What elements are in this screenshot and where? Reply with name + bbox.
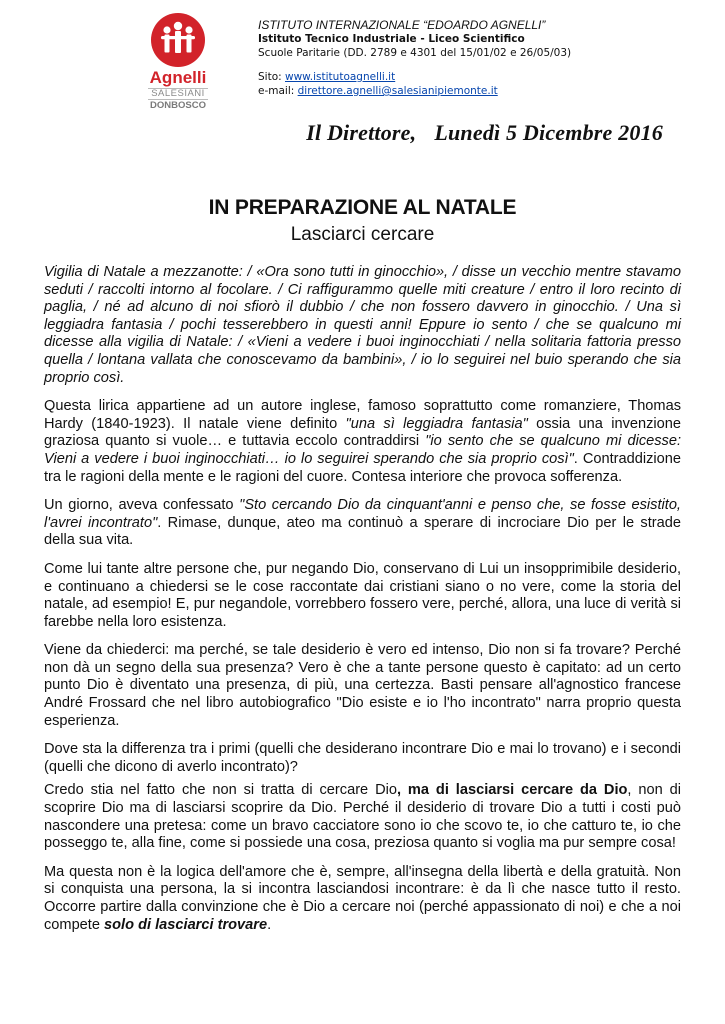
- agnelli-emblem-icon: [150, 12, 206, 68]
- letterhead: [258, 18, 571, 98]
- site-label: Sito:: [258, 71, 285, 83]
- paragraph-2-quote-2: "io sento che se qualcuno mi dicesse: Vieni a vedere i buoi inginocchiati… io lo seguirei sperando che sia proprio così": [44, 433, 681, 467]
- paritarie-note: Scuole Paritarie (DD. 2789 e 4301 del 15/01/02 e 26/05/03): [258, 47, 572, 59]
- paragraph-2-text-2: ossia una invenzione graziosa quanto si vuole… e tuttavia eccolo contraddirsi: [44, 415, 682, 450]
- logo-name: Agnelli: [149, 68, 207, 87]
- paragraph-6: Dove sta la differenza tra i primi (quelli che desiderano incontrare Dio e mai lo trovano) e i secondi (quelli che dicono di averlo incontrato)?: [44, 741, 681, 775]
- logo-subtitle-2: DONBOSCO: [150, 100, 206, 111]
- paragraph-8-emphasis: solo di lasciarci trovare: [104, 916, 268, 933]
- email-label: e-mail:: [258, 85, 298, 97]
- school-logo: [133, 12, 223, 111]
- school-type: Istituto Tecnico Industriale - Liceo Scientifico: [258, 33, 525, 45]
- letter-body: [44, 264, 681, 945]
- paragraph-2: [44, 398, 681, 486]
- paragraph-2-text: Questa lirica appartiene ad un autore inglese, famoso soprattutto come romanziere, Thomas Hardy (1840-1923). Il natale viene definito: [44, 398, 681, 432]
- director-dateline: [306, 120, 663, 146]
- paragraph-7-text-2: , non di scoprire Dio ma di lasciarsi scoprire da Dio. Perché il desiderio di trovare Dio a tutti i costi può nascondere una pretesa: come un bravo cacciatore sono io che scovo te, io che catturo te, io che posseggo te, alla fine, come si possiede una cosa, preziosa quanto si voglia ma pur sempre cosa!: [44, 782, 681, 852]
- page-subtitle: Lasciarci cercare: [290, 224, 435, 245]
- site-line: [258, 70, 571, 84]
- paragraph-7-text: Credo stia nel fatto che non si tratta di cercare Dio: [44, 782, 397, 799]
- paragraph-3-text-2: . Rimase, dunque, ateo ma continuò a sperare di incrociare Dio per le strade della sua vita.: [44, 514, 681, 549]
- email-link[interactable]: direttore.agnelli@salesianipiemonte.it: [297, 85, 498, 97]
- paragraph-8-text: Ma questa non è la logica dell'amore che è, sempre, all'insegna della libertà e della gratuità. Non si conquista una persona, la si incontra lasciandosi incontrare: è da lì che nasce tutto il resto. Occorre partire dalla convinzione che è Dio a cercare noi (perché appassionato di noi) e che a noi compete: [44, 863, 681, 933]
- site-link[interactable]: www.istitutoagnelli.it: [285, 71, 396, 83]
- paragraph-4: Come lui tante altre persone che, pur negando Dio, conservano di Lui un insopprimibile desiderio, e continuano a chiedersi se le cose raccontate dai cristiani siano o no vere, come la storia del natale, ad esempio! E, pur negandole, vorrebbero fossero vere, perché, allora, una luce di verità si farebbe nella loro esistenza.: [44, 560, 681, 630]
- paragraph-3-quote: "Sto cercando Dio da cinquant'anni e penso che, se fosse esistito, l'avrei incontrato": [44, 497, 681, 531]
- paragraph-2-quote-1: "una sì leggiadra fantasia": [345, 415, 528, 432]
- poem-paragraph: Vigilia di Natale a mezzanotte: / «Ora sono tutti in ginocchio», / disse un vecchio mentre stavamo seduti / raccolti intorno al focolare. / Ci raffigurammo quelle miti creature / entro il loro recinto di paglia, / né ad alcuno di noi sfiorò il dubbio / che non fossero davvero in ginocchio. / Una sì leggiadra fantasia / pochi tesserebbero in questi anni! Eppure io sento / che se qualcuno mi dicesse alla vigilia di Natale: / «Vieni a vedere i buoi inginocchiati / nella solitaria fattoria presso quella / lontana vallata che conoscevamo da bambini», / io lo seguirei nel buio sperando che sia proprio così.: [44, 264, 681, 386]
- paragraph-8: [44, 864, 681, 934]
- paragraph-3-text: Un giorno, aveva confessato: [44, 497, 240, 514]
- director-signature: Il Direttore,: [306, 120, 417, 145]
- paragraph-5: Viene da chiederci: ma perché, se tale desiderio è vero ed intenso, Dio non si fa trovare? Perché non dà un segno della sua presenza? Vero è che a tante persone questo è capitato: ad un certo punto Dio è diventato una presenza, di più, una certezza. Basti pensare all'agnostico francese André Frossard che nel libro autobiografico "Dio esiste e io l'ho incontrato" narra proprio questa esperienza.: [44, 642, 681, 729]
- page-title: IN PREPARAZIONE AL NATALE: [208, 196, 517, 219]
- institute-name: ISTITUTO INTERNAZIONALE “EDOARDO AGNELLI”: [258, 18, 546, 32]
- paragraph-7-emphasis: , ma di lasciarsi cercare da Dio: [396, 782, 628, 799]
- paragraph-8-text-2: .: [267, 916, 272, 933]
- logo-subtitle: SALESIANI: [148, 88, 208, 100]
- email-line: [258, 84, 571, 98]
- letter-date: Lunedì 5 Dicembre 2016: [434, 120, 663, 145]
- paragraph-3: [44, 497, 681, 550]
- paragraph-2-text-3: . Contraddizione tra le ragioni della mente e le ragioni del cuore. Contesa interiore che provoca sofferenza.: [44, 450, 681, 485]
- paragraph-7: [44, 782, 681, 852]
